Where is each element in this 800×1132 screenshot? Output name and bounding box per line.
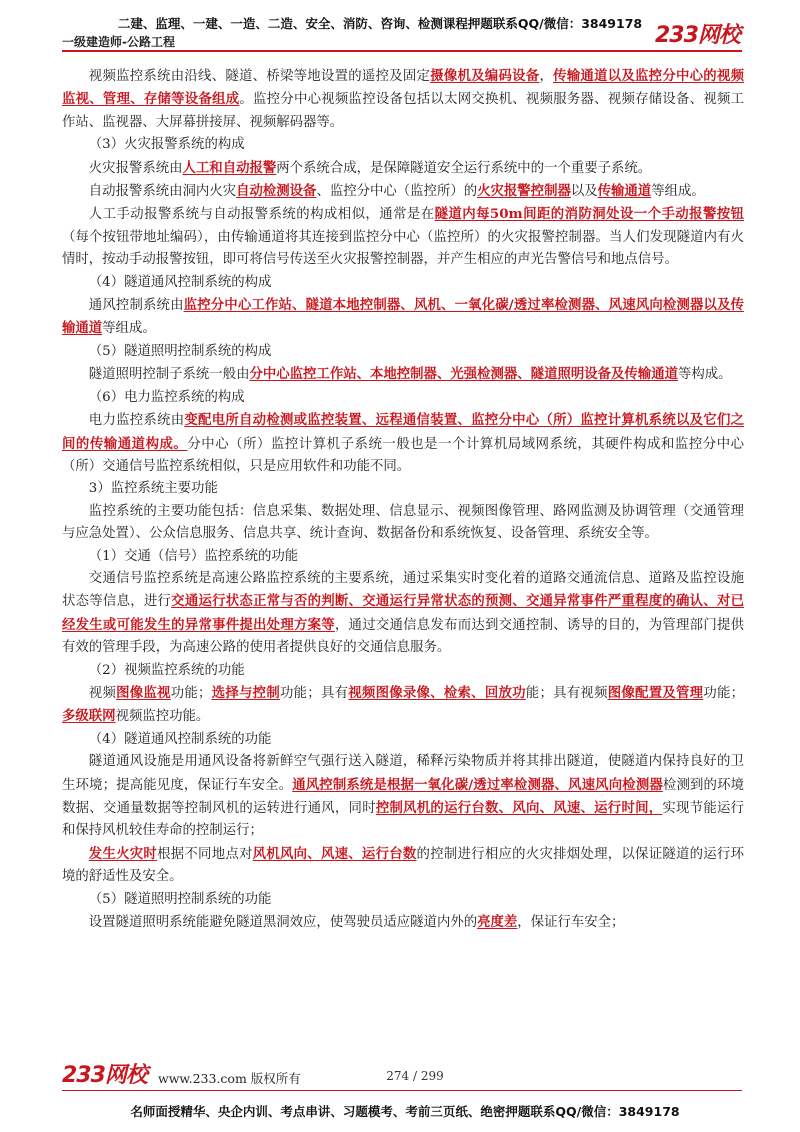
highlighted-key-point: 分中心监控工作站、本地控制器、光强检测器、隧道照明设备及传输通道 [249,366,678,383]
highlighted-key-point: 亮度差 [477,914,518,931]
paragraph-text: 通风控制系统由 [88,298,184,314]
paragraph-text: 电力监控系统由 [88,413,185,429]
highlighted-key-point: 火灾报警控制器 [477,183,571,200]
page-number: 274 / 299 [386,1069,444,1083]
paragraph-text: 视频监控功能。 [115,709,210,725]
body-paragraph [62,409,744,478]
paragraph-text: 等构成。 [677,367,732,383]
paragraph-text: 隧道照明控制子系统一般由 [88,367,250,383]
paragraph-text: 视频监控系统由沿线、隧道、桥梁等地设置的遥控及固定 [88,69,431,84]
paragraph-text: 火灾报警系统由 [88,160,183,176]
document-body [62,65,744,934]
paragraph-text: 能；具有视频 [525,685,608,701]
paragraph-text: （6）电力监控系统的构成 [88,389,245,405]
body-paragraph [62,363,744,386]
paragraph-text: 根据不同地点对 [157,846,253,862]
section-heading [62,729,744,751]
highlighted-key-point: 通风控制系统是根据一氧化碳/透过率检测器、风速风向检测器 [292,776,663,793]
header-contact-line: 二建、监理、一建、一造、二造、安全、消防、咨询、检测课程押题联系QQ/微信：3849178 [117,16,643,31]
highlighted-key-point: 交通运行状态正常与否的判断、交通运行异常状态的预测、交通异常事件严重程度的确认、对已经发生或可能发生的异常事件提出处理方案等 [62,593,745,633]
body-paragraph [62,751,744,843]
body-paragraph [62,294,744,341]
paragraph-text: 功能；具有 [279,685,349,701]
paragraph-text: 等组成。 [651,184,705,200]
body-paragraph [62,911,744,934]
paragraph-text: ，通过交通信息发布而达到交通控制、诱导的目的，为管理部门提供有效的管理手段，为高速公路的使用者提供良好的交通信息服务。 [62,617,745,656]
body-paragraph [62,568,744,660]
section-heading [62,341,744,363]
paragraph-text: 隧道通风设施是用通风设备将新鲜空气强行送入隧道，稀释污染物质并将其排出隧道，使隧道内保持良好的卫生环境；提高能见度，保证行车安全。 [62,754,744,793]
paragraph-text: 自动报警系统由洞内火灾 [88,184,237,200]
body-paragraph [62,501,744,546]
paragraph-text: （3）火灾报警系统的构成 [88,137,245,153]
brand-logo: 233网校 [655,23,740,48]
highlighted-key-point: 摄像机及编码设备 [430,68,540,84]
paragraph-text: 的控制进行相应的火灾排烟处理，以保证隧道的运行环境的舒适性及安全。 [62,846,745,885]
paragraph-text: 实现节能运行和保持风机较佳寿命的控制运行； [62,801,745,839]
body-paragraph [62,682,744,729]
paragraph-text: 监控系统的主要功能包括：信息采集、数据处理、信息显示、视频图像管理、路网监测及协调管理（交通管理与应急处置）、公众信息服务、信息共享、统计查询、数据备份和系统恢复、设备管理、系统安全等。 [62,503,744,542]
paragraph-text: ， [539,69,554,84]
paragraph-text: 等组成。 [102,321,156,337]
paragraph-text: （每个按钮带地址编码），由传输通道将其连接到监控分中心（监控所）的火灾报警控制器。当人们发现隧道内有火情时，按动手动报警按钮，即可将信号传送至火灾报警控制器，并产生相应的声光告警信号和地点信号。 [62,229,744,268]
section-heading [62,387,744,409]
paragraph-text: 。监控分中心视频监控设备包括以太网交换机、视频服务器、视频存储设备、视频工作站、监视器、大屏幕拼接屏、视频解码器等。 [62,92,745,130]
highlighted-key-point: 传输通道 [597,183,652,200]
highlighted-key-point: 控制风机的运行台数、风向、风速、运行时间， [375,800,663,816]
paragraph-text: 功能； [170,685,212,701]
section-heading [62,134,744,156]
paragraph-text: （4）隧道通风控制系统的功能 [88,731,272,747]
highlighted-key-point: 图像配置及管理 [607,684,704,701]
highlighted-key-point: 风机风向、风速、运行台数 [252,845,417,862]
header-divider [62,50,742,52]
paragraph-text: 两个系统合成，是保障隧道安全运行系统中的一个重要子系统。 [276,160,652,176]
document-subtitle: 一级建造师-公路工程 [62,35,175,49]
paragraph-text: 分中心（所）监控计算机子系统一般也是一个计算机局域网系统，其硬件构成和监控分中心（所）交通信号监控系统相似，只是应用软件和功能不同。 [62,436,745,474]
section-heading [62,889,744,911]
paragraph-text: 交通信号监控系统是高速公路监控系统的主要系统，通过采集实时变化着的道路交通流信息、道路及监控设施状态等信息，进行 [62,570,744,610]
paragraph-text: 设置隧道照明系统能避免隧道黑洞效应，使驾驶员适应隧道内外的 [88,915,478,931]
section-heading [62,272,744,294]
highlighted-key-point: 人工和自动报警 [182,159,277,176]
body-paragraph [62,157,744,180]
section-heading [62,478,744,500]
paragraph-text: （5）隧道照明控制系统的构成 [88,343,272,359]
highlighted-key-point: 监控分中心工作站、隧道本地控制器、风机、一氧化碳/透过率检测器、风速风向检测器以及传输通道 [62,297,745,337]
paragraph-text: 3）监控系统主要功能 [88,481,218,497]
highlighted-key-point: 发生火灾时 [88,845,158,862]
footer-contact-line: 名师面授精华、央企内训、考点串讲、习题模考、考前三页纸、绝密押题联系QQ/微信：3849178 [130,1104,680,1119]
body-paragraph [62,180,744,203]
body-paragraph [62,65,744,134]
paragraph-text: （5）隧道照明控制系统的功能 [88,891,272,907]
section-heading [62,546,744,568]
paragraph-text: 功能； [703,685,745,701]
footer-divider [62,1090,742,1091]
paragraph-text: （2）视频监控系统的功能 [88,662,245,678]
paragraph-text: 检测到的环境数据、交通量数据等控制风机的运转进行通风，同时 [62,777,745,816]
highlighted-key-point: 隧道内每50m间距的消防洞处设一个手动报警按钮 [434,206,744,223]
copyright-text: www.233.com 版权所有 [158,1071,301,1086]
paragraph-text: 、监控分中心（监控所）的 [316,184,478,200]
highlighted-key-point: 变配电所自动检测或监控装置、远程通信装置、监控分中心（所）监控计算机系统以及它们之间的传输通道构成。 [62,412,745,452]
highlighted-key-point: 选择与控制 [211,684,280,701]
highlighted-key-point: 传输通道以及监控分中心的视频监视、管理、存储等设备组成 [62,68,745,108]
paragraph-text: 视频 [88,685,117,701]
paragraph-text: （4）隧道通风控制系统的构成 [88,274,272,290]
highlighted-key-point: 自动检测设备 [236,183,317,200]
highlighted-key-point: 图像监视 [116,684,171,701]
highlighted-key-point: 视频图像录像、检索、回放功 [348,684,526,701]
footer-brand-logo: 233网校 [62,1063,147,1088]
highlighted-key-point: 多级联网 [62,708,116,725]
paragraph-text: 人工手动报警系统与自动报警系统的构成相似，通常是在 [88,207,435,223]
paragraph-text: （1）交通（信号）监控系统的功能 [88,548,299,564]
paragraph-text: 以及 [570,184,598,200]
paragraph-text: ，保证行车安全； [517,915,625,931]
section-heading [62,660,744,682]
body-paragraph [62,843,744,889]
body-paragraph [62,203,744,271]
